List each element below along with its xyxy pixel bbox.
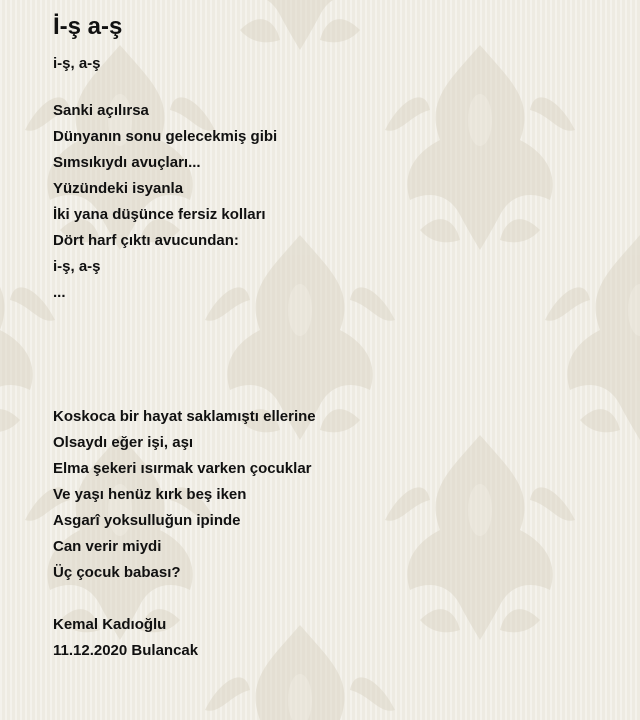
stanza-2 (53, 404, 613, 586)
poem-line: Sımsıkıydı avuçları... (53, 154, 201, 171)
poem-title: İ-ş a-ş (53, 13, 123, 40)
poem-line: Elma şekeri ısırmak varken çocuklar (53, 460, 312, 477)
poem-line: ... (53, 284, 66, 301)
poem-line: Ve yaşı henüz kırk beş iken (53, 486, 247, 503)
poem-line: İki yana düşünce fersiz kolları (53, 206, 266, 223)
poem-subtitle: i-ş, a-ş (53, 55, 101, 72)
poem-line: Üç çocuk babası? (53, 564, 181, 581)
poem-line: Koskoca bir hayat saklamıştı ellerine (53, 408, 316, 425)
poem-line: Dört harf çıktı avucundan: (53, 232, 239, 249)
poem-line: Sanki açılırsa (53, 102, 149, 119)
poem-line: Yüzündeki isyanla (53, 180, 184, 197)
poem-line: Olsaydı eğer işi, aşı (53, 434, 194, 451)
poem-author: Kemal Kadıoğlu (53, 616, 167, 633)
poem-line: i-ş, a-ş (53, 258, 101, 275)
poem-line: Asgarî yoksulluğun ipinde (53, 512, 241, 529)
stanza-1 (53, 98, 613, 306)
poem-date-place: 11.12.2020 Bulancak (53, 642, 199, 659)
poem-line: Dünyanın sonu gelecekmiş gibi (53, 128, 278, 145)
poem-line: Can verir miydi (53, 538, 162, 555)
poem-container (53, 10, 613, 664)
poem-signature (53, 612, 613, 664)
